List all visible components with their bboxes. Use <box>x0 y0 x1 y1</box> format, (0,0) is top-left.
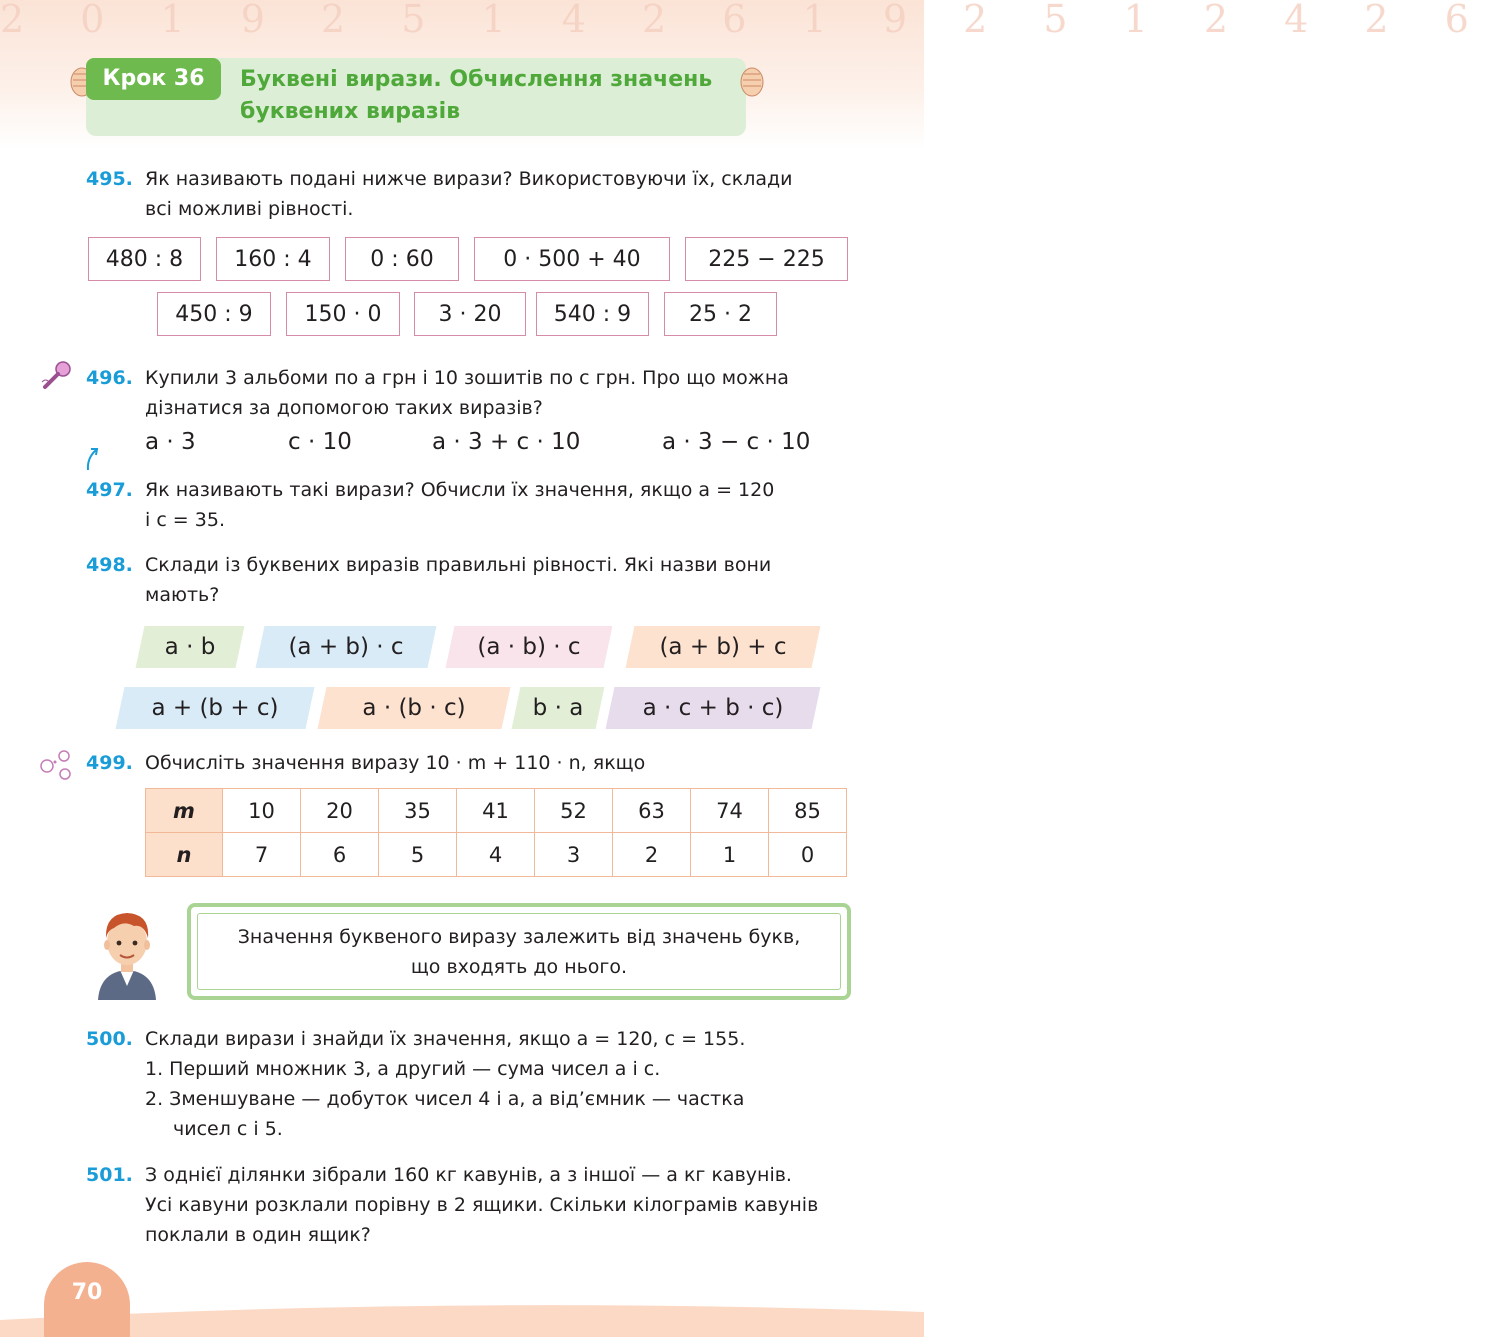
expression-card <box>140 626 240 668</box>
exercise-number-499: 499. <box>86 752 133 774</box>
exercise-500-item2-line2: чисел c і 5. <box>173 1118 283 1140</box>
expression-box: 160 : 4 <box>216 237 330 281</box>
decorative-digits: 2 0 1 9 2 5 1 4 2 6 1 9 2 5 1 2 4 2 6 <box>0 0 1491 41</box>
expression-card-text: (a + b) · c <box>288 634 404 660</box>
table-cell: 6 <box>301 833 379 877</box>
table-cell: 41 <box>457 789 535 833</box>
table-cell: 0 <box>769 833 847 877</box>
table-cell: 1 <box>691 833 769 877</box>
expression-card <box>516 687 600 729</box>
lesson-title <box>240 64 740 128</box>
expression-box: 225 − 225 <box>685 237 848 281</box>
expression-box: 0 · 500 + 40 <box>474 237 670 281</box>
bubbles-icon <box>38 748 74 782</box>
exercise-number-498: 498. <box>86 554 133 576</box>
exercise-501-line1: З однієї ділянки зібрали 160 кг кавунів, а з іншої — a кг кавунів. <box>145 1164 792 1186</box>
expression-box: 450 : 9 <box>157 292 271 336</box>
boy-icon <box>92 902 162 1002</box>
exercise-500-line1: Склади вирази і знайди їх значення, якщо a = 120, c = 155. <box>145 1028 746 1050</box>
expression-card-text: a · (b · c) <box>362 695 466 721</box>
expression-card <box>120 687 310 729</box>
lesson-title-line2: буквених виразів <box>240 99 461 124</box>
exercise-500-text <box>145 1024 851 1144</box>
table-header-m: m <box>146 789 223 833</box>
rule-text <box>200 922 838 982</box>
exercise-501-line3: поклали в один ящик? <box>145 1224 371 1246</box>
exercise-501-line2: Усі кавуни розклали порівну в 2 ящики. Скільки кілограмів кавунів <box>145 1194 819 1216</box>
exercise-501-text <box>145 1160 851 1250</box>
exercise-498-line2: мають? <box>145 584 220 606</box>
table-cell: 74 <box>691 789 769 833</box>
exercise-497-line1: Як називають такі вирази? Обчисли їх значення, якщо a = 120 <box>145 479 775 501</box>
exercise-496-text <box>145 363 851 423</box>
exercise-number-495: 495. <box>86 168 133 190</box>
expression-box: 150 · 0 <box>286 292 400 336</box>
expression-box: 480 : 8 <box>88 237 201 281</box>
microphone-icon <box>40 358 74 392</box>
expression: a · 3 − c · 10 <box>662 429 811 455</box>
page-number: 70 <box>44 1262 130 1337</box>
table-cell: 10 <box>223 789 301 833</box>
exercise-495-line1: Як називають подані нижче вирази? Використовуючи їх, склади <box>145 168 793 190</box>
exercise-number-496: 496. <box>86 367 133 389</box>
values-table <box>145 788 847 877</box>
table-cell: 20 <box>301 789 379 833</box>
expression-box: 25 · 2 <box>664 292 777 336</box>
table-cell: 52 <box>535 789 613 833</box>
expression: c · 10 <box>288 429 352 455</box>
step-badge: Крок 36 <box>86 58 221 100</box>
hand-right-icon <box>738 64 766 100</box>
table-cell: 3 <box>535 833 613 877</box>
expression: a · 3 <box>145 429 196 455</box>
expression-card-text: a · c + b · c) <box>642 695 784 721</box>
exercise-495-text <box>145 164 851 224</box>
arrow-icon <box>84 446 100 472</box>
table-cell: 35 <box>379 789 457 833</box>
expression-card-text: a · b <box>164 634 216 660</box>
expression-card <box>610 687 816 729</box>
table-cell: 63 <box>613 789 691 833</box>
lesson-title-line1: Буквені вирази. Обчислення значень <box>240 67 713 92</box>
expression-card-text: a + (b + c) <box>151 695 279 721</box>
exercise-500-item1: 1. Перший множник 3, а другий — сума чисел a і c. <box>145 1058 661 1080</box>
exercise-498-line1: Склади із буквених виразів правильні рівності. Які назви вони <box>145 554 772 576</box>
exercise-496-line1: Купили 3 альбоми по a грн і 10 зошитів по c грн. Про що можна <box>145 367 789 389</box>
bottom-wave <box>0 1290 924 1337</box>
rule-line2: що входять до нього. <box>410 956 628 978</box>
expression-card <box>630 626 816 668</box>
exercise-number-497: 497. <box>86 479 133 501</box>
expression-box: 3 · 20 <box>414 292 526 336</box>
table-cell: 5 <box>379 833 457 877</box>
table-cell: 2 <box>613 833 691 877</box>
exercise-500-item2-line1: 2. Зменшуване — добуток чисел 4 і a, а від’ємник — частка <box>145 1088 745 1110</box>
exercise-497-text <box>145 475 851 535</box>
table-row-n <box>146 833 847 877</box>
exercise-496-line2: дізнатися за допомогою таких виразів? <box>145 397 543 419</box>
expression-card <box>260 626 432 668</box>
expression-card <box>450 626 608 668</box>
exercise-497-line2: і c = 35. <box>145 509 225 531</box>
expression-card-text: (a + b) + c <box>659 634 787 660</box>
expression-box: 540 : 9 <box>536 292 649 336</box>
expression: a · 3 + c · 10 <box>432 429 581 455</box>
exercise-498-text <box>145 550 851 610</box>
expression-box: 0 : 60 <box>345 237 459 281</box>
expression-card-text: (a · b) · c <box>477 634 581 660</box>
table-cell: 85 <box>769 789 847 833</box>
exercise-495-line2: всі можливі рівності. <box>145 198 354 220</box>
expression-card-text: b · a <box>532 695 584 721</box>
exercise-499-text: Обчисліть значення виразу 10 · m + 110 · n, якщо <box>145 752 646 774</box>
table-header-n: n <box>146 833 223 877</box>
rule-line1: Значення буквеного виразу залежить від значень букв, <box>237 926 801 948</box>
table-cell: 7 <box>223 833 301 877</box>
exercise-number-501: 501. <box>86 1164 133 1186</box>
table-cell: 4 <box>457 833 535 877</box>
table-row-m <box>146 789 847 833</box>
exercise-number-500: 500. <box>86 1028 133 1050</box>
expression-card <box>322 687 506 729</box>
